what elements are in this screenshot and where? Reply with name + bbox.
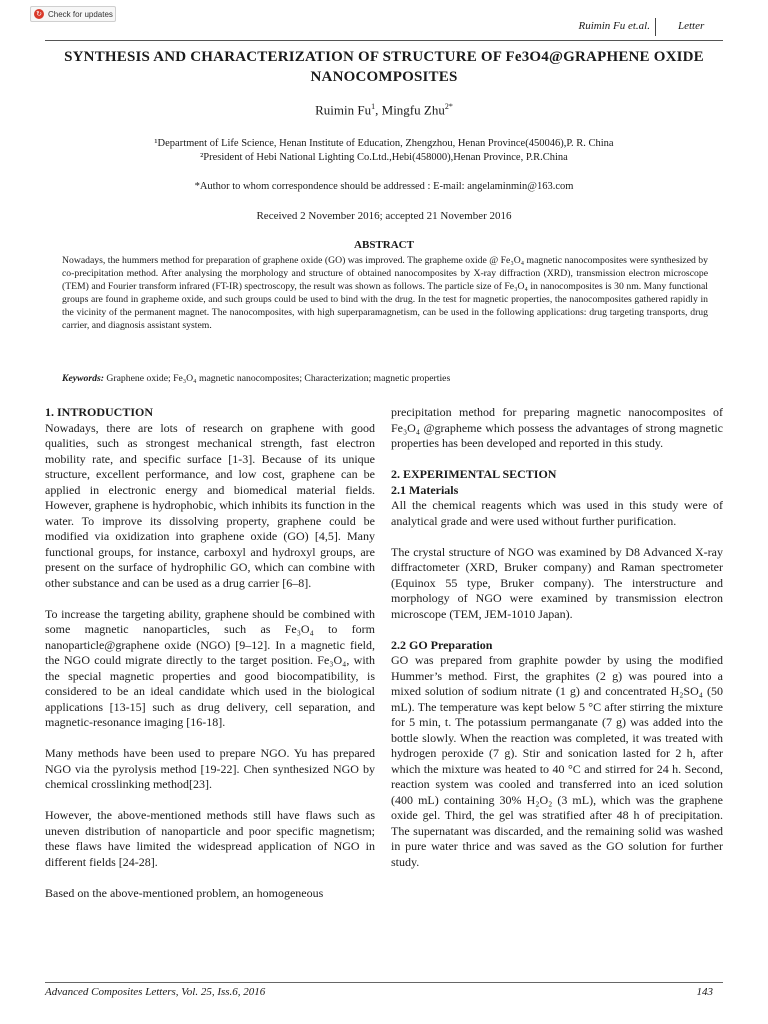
header-rule xyxy=(45,40,723,41)
go-preparation-paragraph: GO was prepared from graphite powder by using the modified Hummer’s method. First, the graphites (2 g) was poured into a mixed solution of sodium nitrate (1 g) and concentrated H₂SO₄ (50 mL). The temperature was kept below 5 °C after stirring the mixture for 5 min, t. The potassium permanganate (7 g) was added into the bottle slowly. When the reaction was completed, it was treated with hydrogen peroxide (7 g). Stir and sonication lasted for 2 h, after which the mixture was heated to 40 °C and stirred for 24 h. Second, reaction system was cooled and transferred into an iced solution (400 mL) containing 30% H₂O₂ (3 mL), which was the graphene oxide gel. Third, the gel was stratified after 48 h of precipitation. The supernatant was discarded, and the remaining solid was washed in pure water thrice and was saved as the GO solution for further study. xyxy=(391,653,723,869)
section-heading-experimental: 2. EXPERIMENTAL SECTION xyxy=(391,467,557,481)
abstract-heading: ABSTRACT xyxy=(354,239,414,251)
received-dates: Received 2 November 2016; accepted 21 November 2016 xyxy=(256,210,512,222)
running-head: Ruimin Fu et.al. xyxy=(578,20,650,32)
author-separator: , xyxy=(375,102,382,118)
badge-label: Check for updates xyxy=(48,9,113,19)
article-type: Letter xyxy=(678,20,705,32)
intro-paragraph-5: Based on the above-mentioned problem, an homogeneous xyxy=(45,885,324,900)
author-2: Mingfu Zhu xyxy=(381,102,445,118)
subsection-heading-materials: 2.1 Materials xyxy=(391,482,459,497)
section-heading-introduction: 1. INTRODUCTION xyxy=(45,405,154,419)
materials-paragraph-1: All the chemical reagents which was used in this study were of analytical grade and were used without further purification. xyxy=(391,498,723,528)
footer-rule xyxy=(45,982,723,983)
journal-citation: Advanced Composites Letters, Vol. 25, Iss.6, 2016 xyxy=(45,986,266,998)
keywords xyxy=(62,373,708,384)
affiliation-2: ²President of Hebi National Lighting Co.Ltd.,Hebi(458000),Henan Province, P.R.China xyxy=(200,152,568,163)
author-2-mark: 2* xyxy=(444,102,453,111)
author-list xyxy=(45,102,723,118)
subsection-heading-go-preparation: 2.2 GO Preparation xyxy=(391,637,493,652)
keywords-text: Graphene oxide; Fe₃O₄ magnetic nanocomposites; Characterization; magnetic properties xyxy=(103,373,451,384)
materials-paragraph-2: The crystal structure of NGO was examined by D8 Advanced X-ray diffractometer (XRD, Bruker company) and Raman spectrometer (Equinox 55 type, Bruker company). The interstructure and morphology of NGO were examined by transmission electron microscope (TEM, JEM-1010 Japan). xyxy=(391,544,723,621)
correspondence-note: *Author to whom correspondence should be addressed : E-mail: angelaminmin@163.com xyxy=(194,181,574,192)
intro-paragraph-2: To increase the targeting ability, graphene should be combined with some magnetic nanoparticles, such as Fe₃O₄ to form nanoparticle@graphene oxide (NGO) [9–12]. In a magnetic field, the NGO could migrate directly to the target position. Fe₃O₄, with the special magnetic properties and good biocompatibility, is considered to be an ideal candidate which used in the biological applications [13-15] such as drug delivery, cell separation, and magnetic-resonance imaging [16-18]. xyxy=(45,606,375,729)
keywords-label: Keywords: xyxy=(62,373,104,384)
header-divider xyxy=(655,18,656,36)
intro-paragraph-3: Many methods have been used to prepare NGO. Yu has prepared NGO via the pyrolysis method [19-22]. Chen synthesized NGO by chemical crosslinking method[23]. xyxy=(45,746,375,791)
intro-paragraph-4: However, the above-mentioned methods still have flaws such as uneven distribution of nanoparticle and poor specific magnetism; these flaws have limited the widespread application of NGO in different fields [24-28]. xyxy=(45,808,375,869)
author-1-mark: 1 xyxy=(371,102,376,111)
abstract-text: Nowadays, the hummers method for preparation of graphene oxide (GO) was improved. The grapheme oxide @ Fe₃O₄ magnetic nanocomposites were synthesized by co-precipitation method. After analysing the morphology and structure of obtained nanocomposites by X-ray diffraction (XRD), transmission electron microscope (TEM) and Fourier transform infrared (FT-IR) spectroscopy, the result was shown as follows. The particle size of Fe₃O₄ in nanocomposites is 30 nm. Many functional groups are found in grapheme oxide, and such groups could be used to bind with the drug. In the test for magnetic properties, the nanocomposites gathered rapidly in the vicinity of the permanent magnet. The nanocomposites, with high superparamagnetism, can be used in the following applications: drug targeting transports, drug carrier, and diagnosis assistant system. xyxy=(62,255,708,332)
intro-paragraph-5-continued: precipitation method for preparing magnetic nanocomposites of Fe₃O₄ @grapheme which possess the advantages of strong magnetic properties has been developed and reported in this study. xyxy=(391,405,723,450)
page-number: 143 xyxy=(696,986,713,998)
author-1: Ruimin Fu xyxy=(315,102,372,118)
update-icon: ↻ xyxy=(34,9,44,19)
check-for-updates-badge[interactable] xyxy=(30,6,116,22)
left-column xyxy=(45,405,375,901)
right-column xyxy=(391,405,723,870)
affiliation-1: ¹Department of Life Science, Henan Institute of Education, Zhengzhou, Henan Province(450046),P. R. China xyxy=(154,138,614,149)
paper-title: SYNTHESIS AND CHARACTERIZATION OF STRUCTURE OF Fe3O4@GRAPHENE OXIDE NANOCOMPOSITES xyxy=(64,49,704,85)
intro-paragraph-1: Nowadays, there are lots of research on graphene with good qualities, such as strongest mechanical strength, fast electron mobility rate, and specific surface [1-3]. Because of its unique structure, excellent performance, and low cost, graphene can be applied in electronic energy and biomedical material fields. However, graphene is hydrophobic, which inhibits its function in the water. To improve its dissolving property, graphene could be modified via oxidization into graphene oxide (GO) [4,5]. Many functional groups, for instance, carboxyl and hydroxyl groups, are present on the surface of hydrophilic GO, which can combine with other substance and can be used as a drug carrier [6–8]. xyxy=(45,420,375,590)
